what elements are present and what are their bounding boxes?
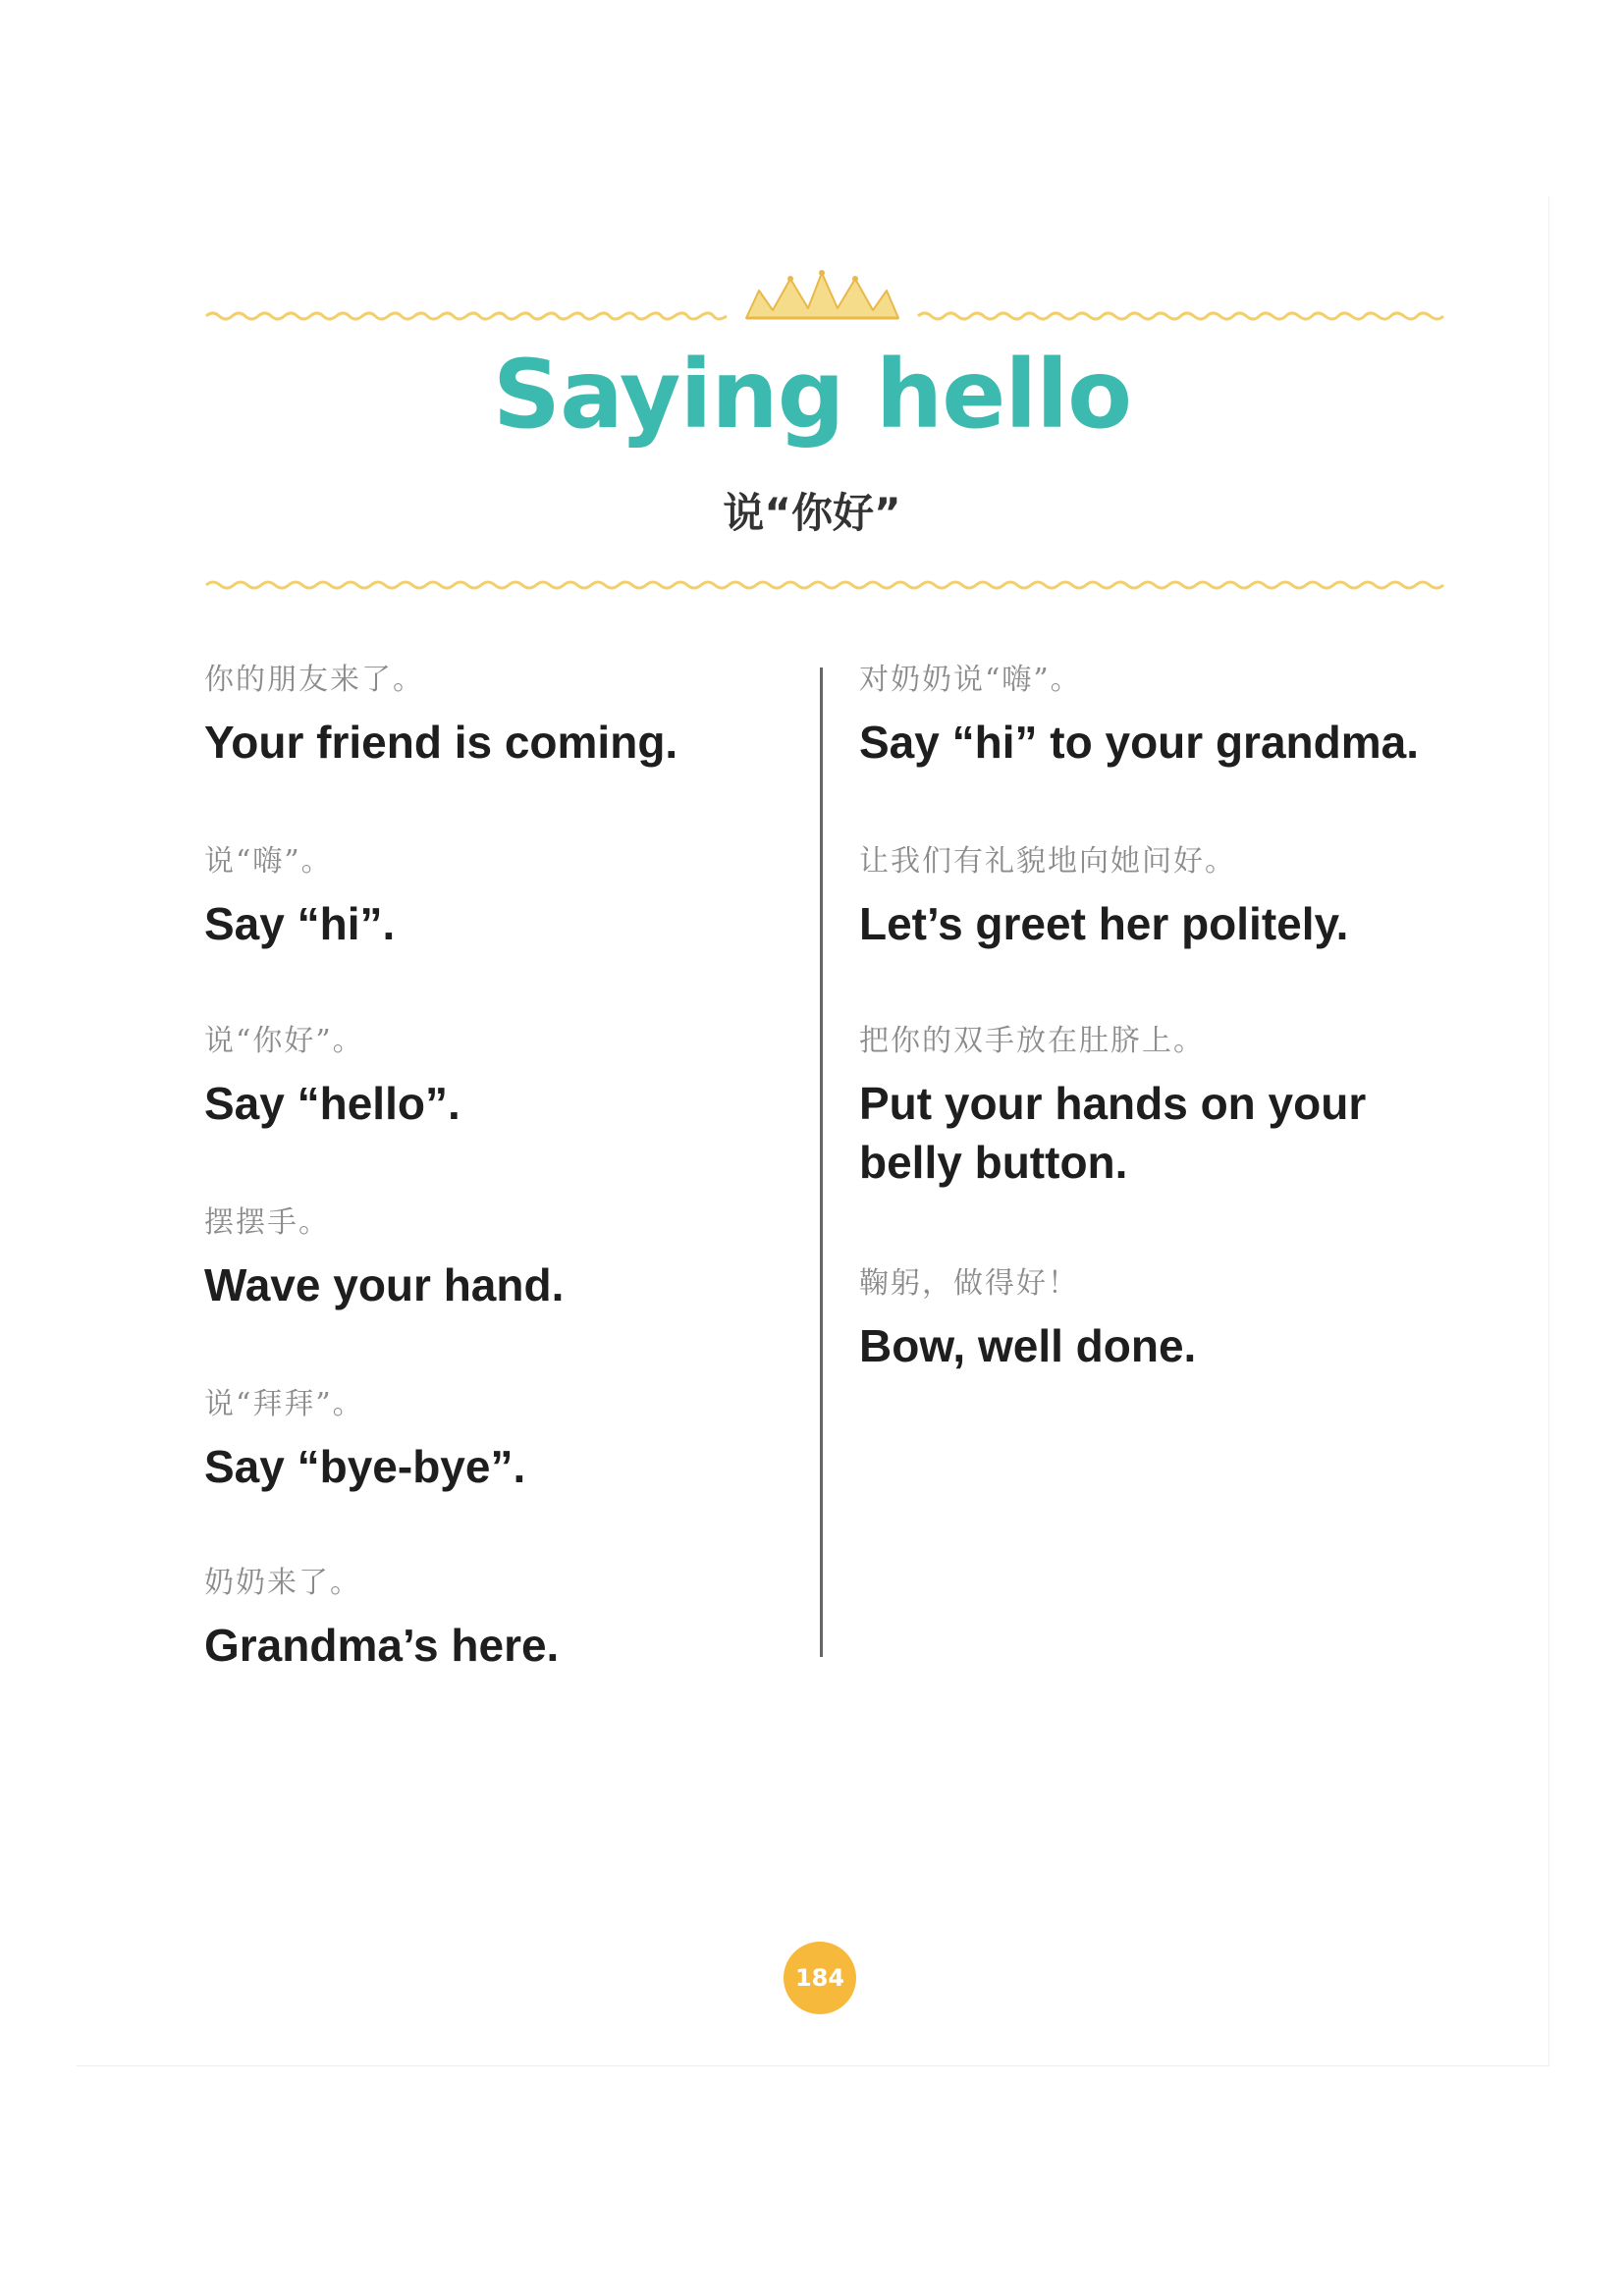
wavy-divider-top-right xyxy=(918,308,1443,324)
wavy-divider-bottom xyxy=(206,577,1443,593)
phrase-chinese: 说“你好”。 xyxy=(204,1024,364,1058)
phrase-english: Say “hello”. xyxy=(204,1078,460,1129)
phrase-chinese: 说“拜拜”。 xyxy=(204,1387,364,1421)
page-title: Saying hello xyxy=(492,340,1132,450)
phrase-english: Bow, well done. xyxy=(859,1320,1197,1371)
phrase-english: Say “bye-bye”. xyxy=(204,1441,526,1492)
phrase-chinese: 摆摆手。 xyxy=(204,1205,330,1240)
phrase-english: Put your hands on your belly button. xyxy=(859,1078,1367,1188)
phrase-english: Say “hi” to your grandma. xyxy=(859,717,1419,768)
phrase-chinese: 让我们有礼貌地向她问好。 xyxy=(859,844,1236,879)
phrase-item xyxy=(204,1566,793,1676)
page-subtitle: 说“你好” xyxy=(723,489,901,537)
phrase-english: Wave your hand. xyxy=(204,1259,565,1310)
phrase-item xyxy=(859,844,1468,954)
phrase-item xyxy=(204,844,793,954)
phrase-chinese: 把你的双手放在肚脐上。 xyxy=(859,1024,1205,1058)
phrase-chinese: 鞠躬，做得好！ xyxy=(859,1266,1079,1301)
crown-ornament-icon xyxy=(741,269,903,324)
phrase-english: Say “hi”. xyxy=(204,898,396,949)
phrase-item xyxy=(204,1205,793,1315)
phrase-item xyxy=(859,663,1468,773)
phrase-item xyxy=(204,663,793,773)
phrase-english: Let’s greet her politely. xyxy=(859,898,1349,949)
phrase-chinese: 奶奶来了。 xyxy=(204,1566,361,1600)
phrase-item xyxy=(204,1024,793,1134)
phrase-item xyxy=(859,1024,1370,1193)
phrase-english: Your friend is coming. xyxy=(204,717,678,768)
phrase-english: Grandma’s here. xyxy=(204,1620,560,1671)
phrase-item xyxy=(859,1266,1468,1376)
wavy-divider-top-left xyxy=(206,308,727,324)
phrase-item xyxy=(204,1387,793,1497)
column-divider xyxy=(820,667,823,1657)
page-number-badge: 184 xyxy=(784,1942,856,2014)
phrase-chinese: 你的朋友来了。 xyxy=(204,663,424,697)
phrase-chinese: 说“嗨”。 xyxy=(204,844,333,879)
phrase-chinese: 对奶奶说“嗨”。 xyxy=(859,663,1082,697)
